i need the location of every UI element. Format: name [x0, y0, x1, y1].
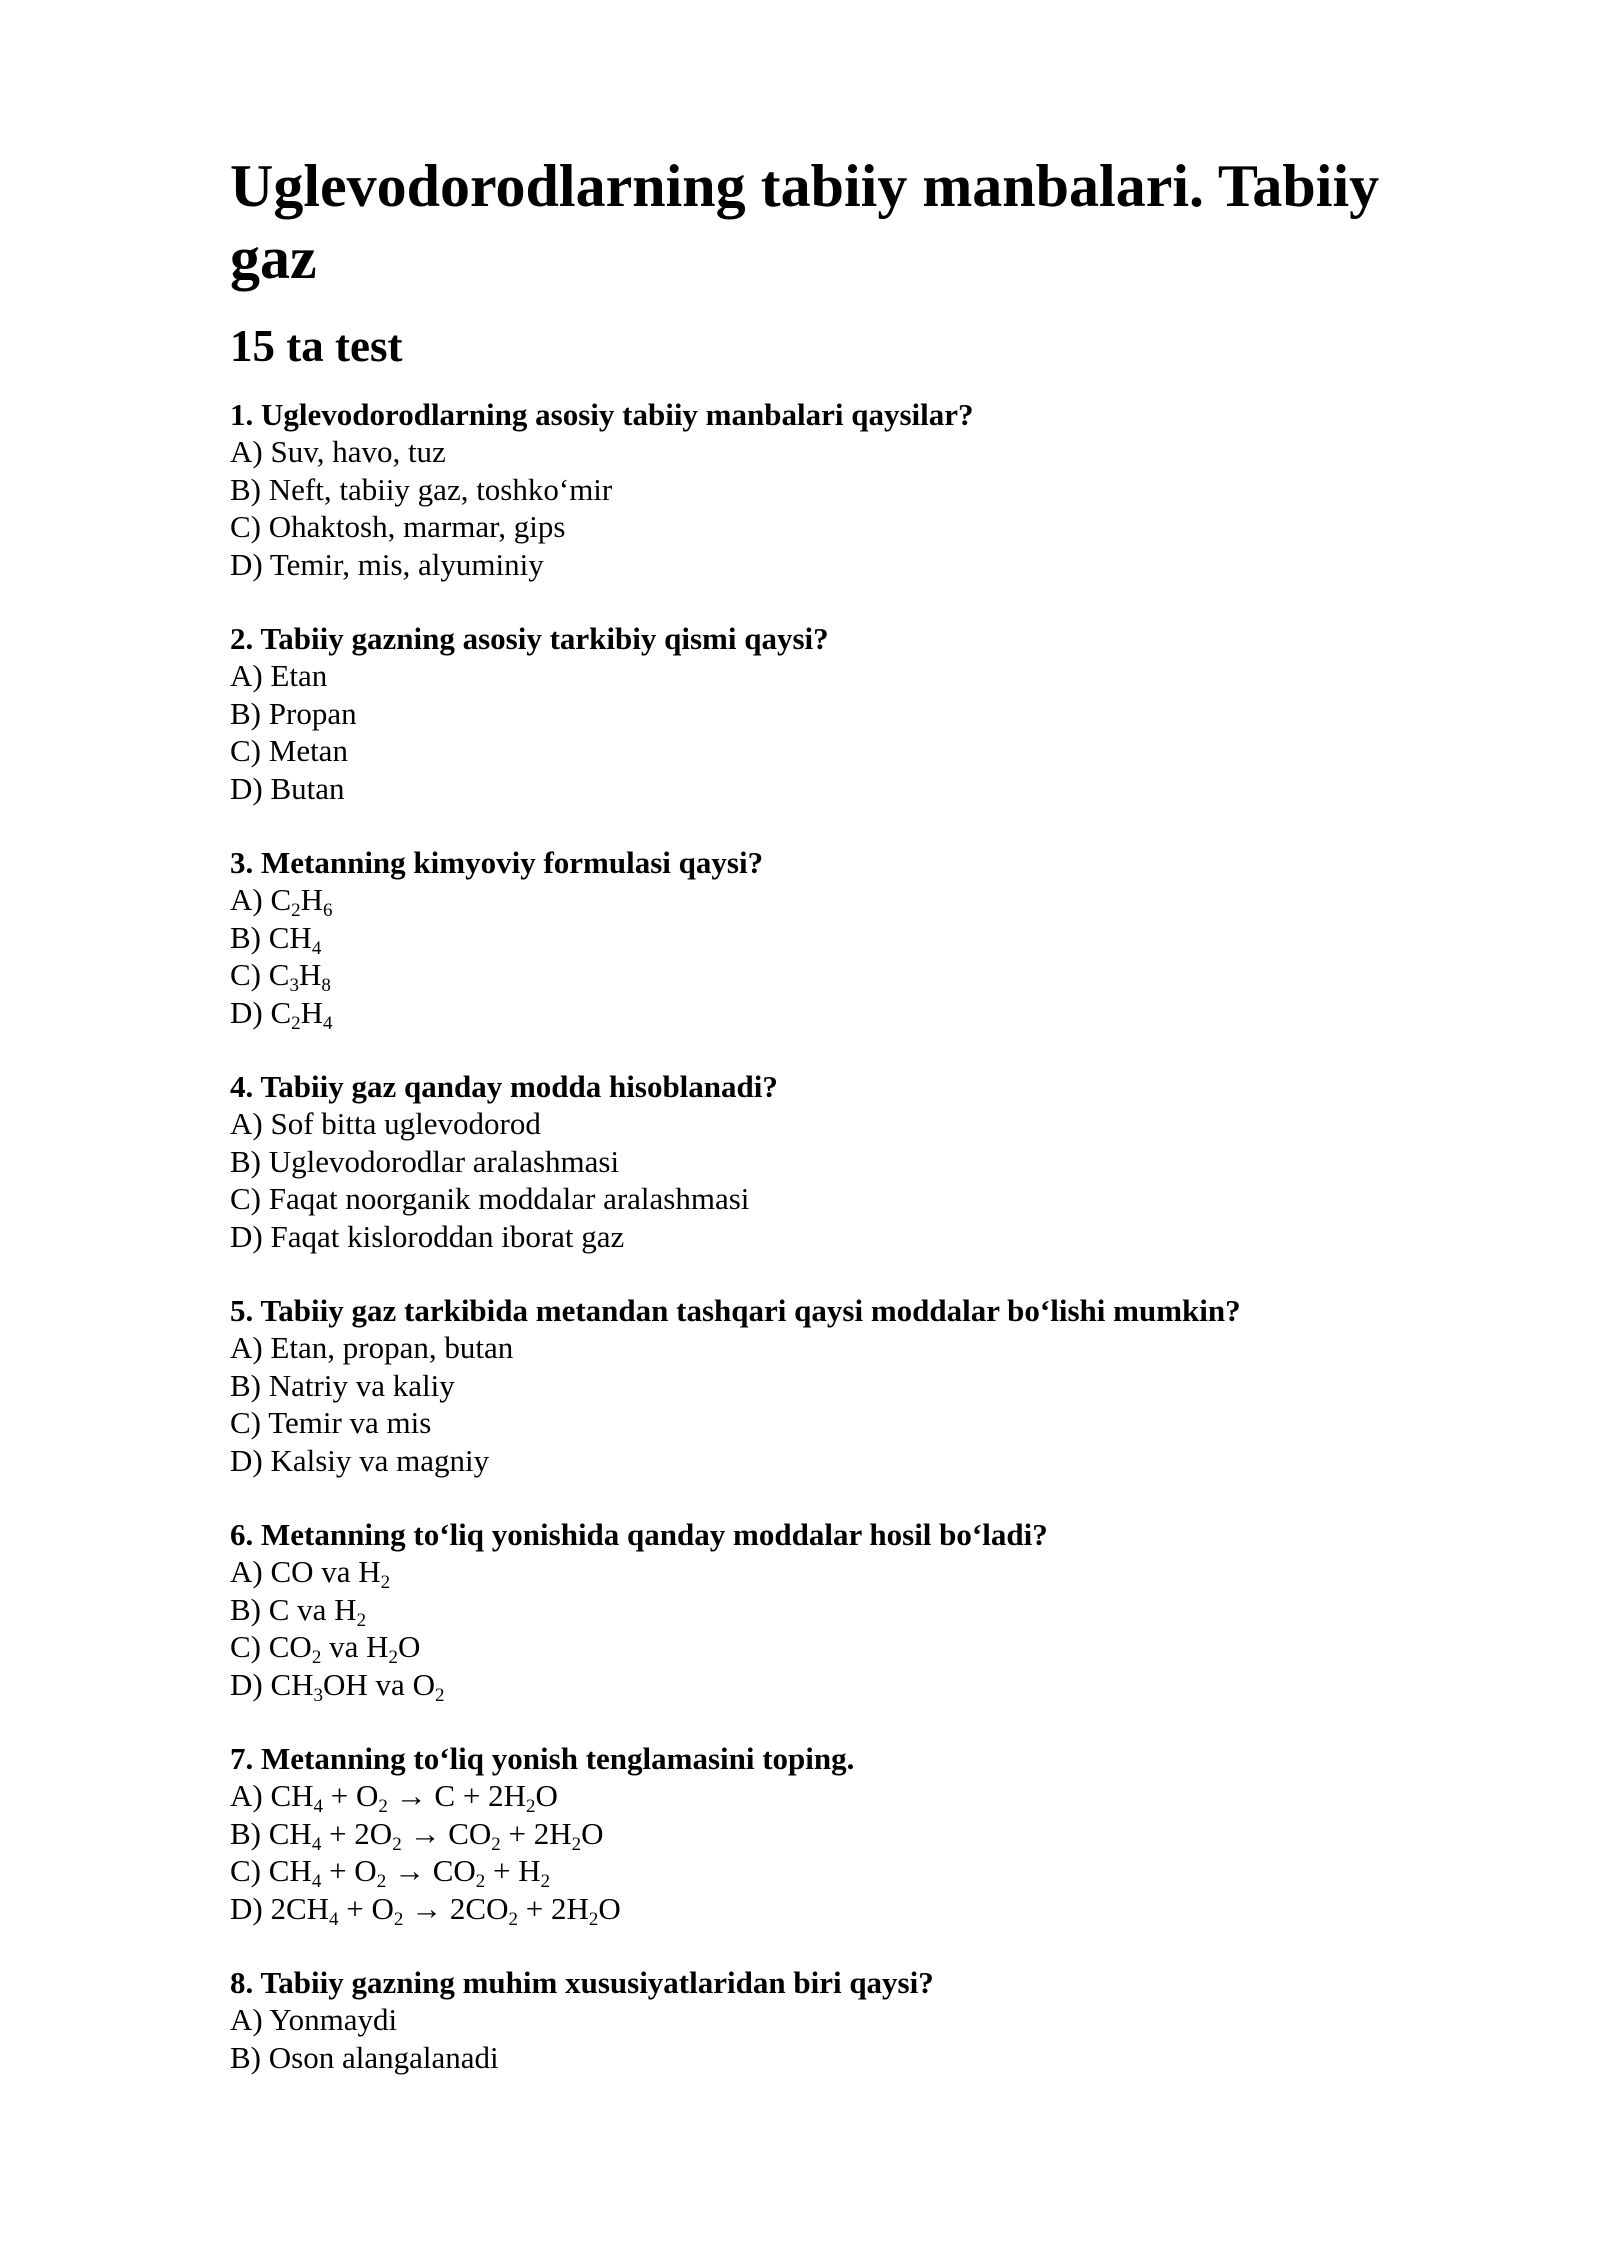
question-text: 4. Tabiiy gaz qanday modda hisoblanadi?	[230, 1069, 778, 1104]
subscript: 2	[540, 1871, 551, 1892]
subscript: 2	[508, 1908, 518, 1930]
answer-option: C) Faqat noorganik moddalar aralashmasi	[230, 1181, 750, 1216]
document-page	[230, 150, 1480, 2113]
subscript: 4	[311, 1871, 322, 1892]
subscript: 4	[313, 1796, 324, 1817]
answer-option: C) $C_3H_8$	[230, 957, 331, 996]
answer-option: B) Uglevodorodlar aralashmasi	[230, 1143, 620, 1179]
answer-option: C) $CH_4 + O_2 \to CO_2 + H_2$	[230, 1853, 551, 1892]
answer-option: A) $C_2H_6$	[230, 882, 333, 921]
subscript: 3	[289, 975, 299, 996]
question-text: 6. Metanning toʻliq yonishida qanday moddalar hosil boʻladi?	[230, 1517, 1048, 1552]
subscript: 2	[291, 900, 301, 921]
document-title: Uglevodorodlarning tabiiy manbalari. Tabiiy gaz	[230, 153, 1380, 291]
subscript: 2	[588, 1908, 599, 1930]
subscript: 2	[571, 1833, 582, 1855]
question-3	[230, 844, 1480, 1034]
answer-option: A) Etan	[230, 658, 328, 693]
question-1	[230, 396, 1480, 583]
subscript: 2	[356, 1609, 367, 1631]
question-6	[230, 1516, 1480, 1706]
subscript: 2	[378, 1796, 388, 1817]
subscript: 2	[525, 1796, 536, 1817]
subscript: 6	[323, 900, 333, 921]
answer-option: D) Faqat kisloroddan iborat gaz	[230, 1218, 625, 1254]
subscript: 2	[376, 1871, 387, 1892]
answer-option: A) CO va $H_2$	[230, 1554, 391, 1593]
answer-option: A) Suv, havo, tuz	[230, 434, 446, 469]
subscript: 3	[313, 1684, 324, 1706]
answer-option: B) Natriy va kaliy	[230, 1367, 455, 1403]
answer-option: D) Butan	[230, 770, 345, 806]
question-7	[230, 1740, 1480, 1930]
answer-option: A) $CH_4 + O_2 \to C + 2H_2O$	[230, 1778, 558, 1817]
subscript: 2	[311, 1647, 322, 1668]
subscript: 4	[311, 937, 322, 959]
answer-option: D) Kalsiy va magniy	[230, 1442, 490, 1478]
subscript: 2	[434, 1684, 445, 1706]
answer-option: C) Ohaktosh, marmar, gips	[230, 509, 566, 544]
question-text: 8. Tabiiy gazning muhim xususiyatlaridan biri qaysi?	[230, 1965, 934, 2000]
question-8	[230, 1964, 1480, 2076]
answer-option: B) $CH_4$	[230, 919, 322, 959]
answer-option: B) Neft, tabiiy gaz, toshkoʻmir	[230, 471, 613, 507]
question-text: 2. Tabiiy gazning asosiy tarkibiy qismi qaysi?	[230, 621, 829, 656]
document-subtitle: 15 ta test	[230, 321, 403, 371]
answer-option: C) $CO_2$ va $H_2O$	[230, 1629, 421, 1668]
answer-option: C) Metan	[230, 733, 348, 768]
subscript: 2	[491, 1833, 501, 1855]
subscript: 4	[323, 1012, 333, 1034]
answer-option: C) Temir va mis	[230, 1405, 432, 1440]
subscript: 4	[311, 1833, 322, 1855]
subscript: 8	[321, 975, 331, 996]
answer-option: A) Etan, propan, butan	[230, 1330, 514, 1365]
question-4	[230, 1068, 1480, 1255]
answer-option: B) Propan	[230, 695, 357, 731]
subscript: 2	[392, 1833, 402, 1855]
subscript: 4	[329, 1908, 339, 1930]
answer-option: A) Yonmaydi	[230, 2002, 398, 2037]
answer-option: D) Temir, mis, alyuminiy	[230, 546, 544, 582]
answer-option: D) $2CH_4 + O_2 \to 2CO_2 + 2H_2O$	[230, 1890, 621, 1930]
question-text: 7. Metanning toʻliq yonish tenglamasini toping.	[230, 1741, 855, 1776]
subscript: 2	[475, 1871, 486, 1892]
answer-option: D) $C_2H_4$	[230, 994, 333, 1034]
question-5	[230, 1292, 1480, 1479]
question-text: 1. Uglevodorodlarning asosiy tabiiy manbalari qaysilar?	[230, 397, 974, 432]
answer-option: B) $CH_4 + 2O_2 \to CO_2 + 2H_2O$	[230, 1815, 604, 1855]
subscript: 2	[380, 1572, 391, 1593]
answer-option: B) Oson alangalanadi	[230, 2039, 499, 2075]
question-list	[230, 396, 1480, 2076]
question-2	[230, 620, 1480, 807]
answer-option: A) Sof bitta uglevodorod	[230, 1106, 541, 1141]
subscript: 2	[393, 1908, 404, 1930]
subscript: 2	[291, 1012, 301, 1034]
answer-option: D) $CH_3OH$ va $O_2$	[230, 1666, 445, 1706]
question-text: 5. Tabiiy gaz tarkibida metandan tashqari qaysi moddalar boʻlishi mumkin?	[230, 1293, 1241, 1328]
answer-option: B) C va $H_2$	[230, 1591, 367, 1631]
question-text: 3. Metanning kimyoviy formulasi qaysi?	[230, 845, 764, 880]
subscript: 2	[388, 1647, 398, 1668]
